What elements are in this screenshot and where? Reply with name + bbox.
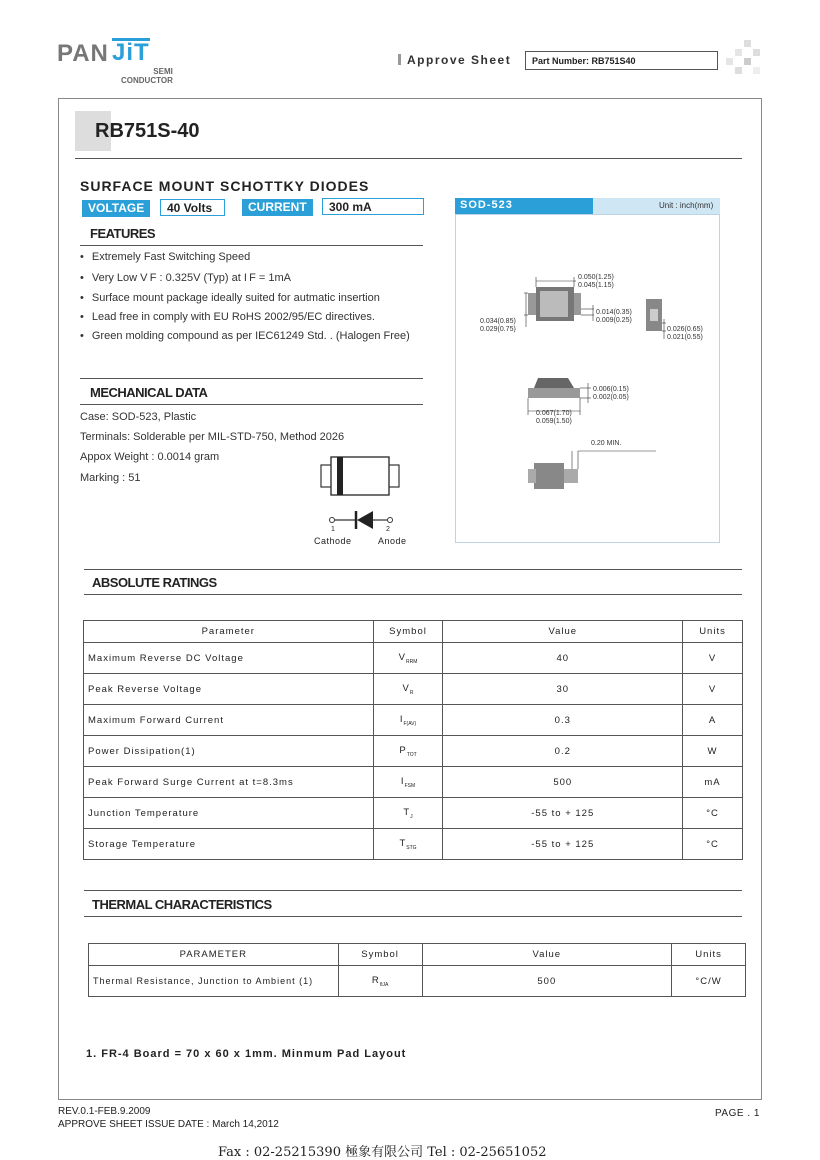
absolute-heading: ABSOLUTE RATINGS [92,575,217,590]
current-value: 300 mA [322,198,424,215]
column-header: Value [443,621,683,643]
title-divider [75,158,742,159]
unit-cell: °C/W [672,966,746,997]
unit-cell: W [683,736,743,767]
mechanical-item: Case: SOD-523, Plastic [80,411,197,423]
symbol-cell: $T_J$ [373,798,443,829]
anode-label: Anode [378,536,407,546]
value-cell: -55 to + 125 [443,798,683,829]
param-cell: Maximum Forward Current [84,705,374,736]
dim-label: 0.006(0.15) [593,386,629,393]
dim-label: 0.034(0.85) [480,318,516,325]
value-cell: 0.3 [443,705,683,736]
value-cell: 0.2 [443,736,683,767]
column-header: PARAMETER [89,944,339,966]
page-title: RB751S-40 [95,120,200,142]
value-cell: -55 to + 125 [443,829,683,860]
value-cell: 40 [443,643,683,674]
column-header: Units [672,944,746,966]
issue-date-label: APPROVE SHEET ISSUE DATE : March 14,2012 [58,1119,279,1130]
dim-label: 0.029(0.75) [480,326,516,333]
dim-label: 0.026(0.65) [667,326,703,333]
mechanical-item: Marking : 51 [80,472,141,484]
table-row [84,767,743,798]
footnote: 1. FR-4 Board = 70 x 60 x 1mm. Minmum Pad Layout [86,1048,407,1060]
unit-cell: V [683,674,743,705]
table-row [84,705,743,736]
table-row [84,736,743,767]
decorative-squares-icon [724,38,764,78]
table-header-row [84,621,743,643]
dim-label: 0.002(0.05) [593,394,629,401]
symbol-cell: $V_R$ [373,674,443,705]
pin-1-label: 1 [331,526,335,533]
voltage-label: VOLTAGE [82,200,150,217]
param-cell: Peak Reverse Voltage [84,674,374,705]
thermal-table [88,943,746,997]
thermal-heading: THERMAL CHARACTERISTICS [92,897,272,912]
mechanical-divider [80,404,423,405]
dim-label: 0.050(1.25) [578,274,614,281]
package-name: SOD-523 [460,199,513,211]
fax-contact-line: Fax : 02-25215390 極象有限公司 Tel : 02-25651052 [218,1145,547,1160]
revision-label: REV.0.1-FEB.9.2009 [58,1106,151,1117]
param-cell: Storage Temperature [84,829,374,860]
dim-label: 0.045(1.15) [578,282,614,289]
mechanical-item: Appox Weight : 0.0014 gram [80,451,220,463]
feature-item: • Very Low V F : 0.325V (Typ) at I F = 1mA [80,272,291,284]
thermal-divider [84,916,742,917]
table-row [84,798,743,829]
logo-conductor-line: CONDUCTOR [121,76,173,85]
absolute-ratings-table [83,620,743,860]
unit-cell: °C [683,829,743,860]
dim-label: 0.20 MIN. [591,440,622,447]
feature-item: • Green molding compound as per IEC61249 Std. . (Halogen Free) [80,330,410,342]
approve-sheet-label: Approve Sheet [398,53,511,67]
feature-item: • Lead free in comply with EU RoHS 2002/95/EC directives. [80,311,375,323]
absolute-top-divider [84,569,742,570]
part-number-box: Part Number: RB751S40 [525,51,718,70]
symbol-cell: $R_{\theta JA}$ [338,966,422,997]
unit-cell: V [683,643,743,674]
cathode-label: Cathode [314,536,352,546]
column-header: Symbol [373,621,443,643]
param-cell: Junction Temperature [84,798,374,829]
symbol-cell: $I_{F(AV)}$ [373,705,443,736]
column-header: Parameter [84,621,374,643]
column-header: Value [422,944,672,966]
feature-item: • Surface mount package ideally suited for autmatic insertion [80,292,380,304]
dim-label: 0.009(0.25) [596,317,632,324]
table-row [84,829,743,860]
value-cell: 500 [422,966,672,997]
dim-label: 0.059(1.50) [536,418,572,425]
logo-semiconductor [121,67,173,85]
absolute-divider [84,594,742,595]
column-header: Symbol [338,944,422,966]
features-divider [80,245,423,246]
table-header-row [89,944,746,966]
pin-2-label: 2 [386,526,390,533]
current-label: CURRENT [242,199,313,216]
unit-cell: A [683,705,743,736]
thermal-top-divider [84,890,742,891]
table-row [84,674,743,705]
param-cell: Power Dissipation(1) [84,736,374,767]
dim-label: 0.067(1.70) [536,410,572,417]
logo-pan: PAN [57,40,109,67]
column-header: Units [683,621,743,643]
table-row [89,966,746,997]
symbol-cell: $I_{FSM}$ [373,767,443,798]
features-heading: FEATURES [90,226,156,241]
value-cell: 500 [443,767,683,798]
table-row [84,643,743,674]
symbol-cell: $T_{STG}$ [373,829,443,860]
mechanical-top-divider [80,378,423,379]
param-cell: Peak Forward Surge Current at t=8.3ms [84,767,374,798]
product-subtitle: SURFACE MOUNT SCHOTTKY DIODES [80,178,370,194]
mechanical-heading: MECHANICAL DATA [90,385,208,400]
package-dimension-drawing [456,215,719,542]
mechanical-item: Terminals: Solderable per MIL-STD-750, Method 2026 [80,431,345,443]
unit-cell: mA [683,767,743,798]
logo-jit: JiT [112,39,150,66]
page-number: PAGE . 1 [715,1108,760,1119]
feature-item: • Extremely Fast Switching Speed [80,251,250,263]
logo-semi-line: SEMI [153,67,173,76]
param-cell: Maximum Reverse DC Voltage [84,643,374,674]
dim-label: 0.021(0.55) [667,334,703,341]
package-unit: Unit : inch(mm) [659,201,714,210]
dim-label: 0.014(0.35) [596,309,632,316]
value-cell: 30 [443,674,683,705]
unit-cell: °C [683,798,743,829]
symbol-cell: $V_{RRM}$ [373,643,443,674]
param-cell: Thermal Resistance, Junction to Ambient (1) [89,966,339,997]
symbol-cell: $P_{TOT}$ [373,736,443,767]
voltage-value: 40 Volts [160,199,225,216]
